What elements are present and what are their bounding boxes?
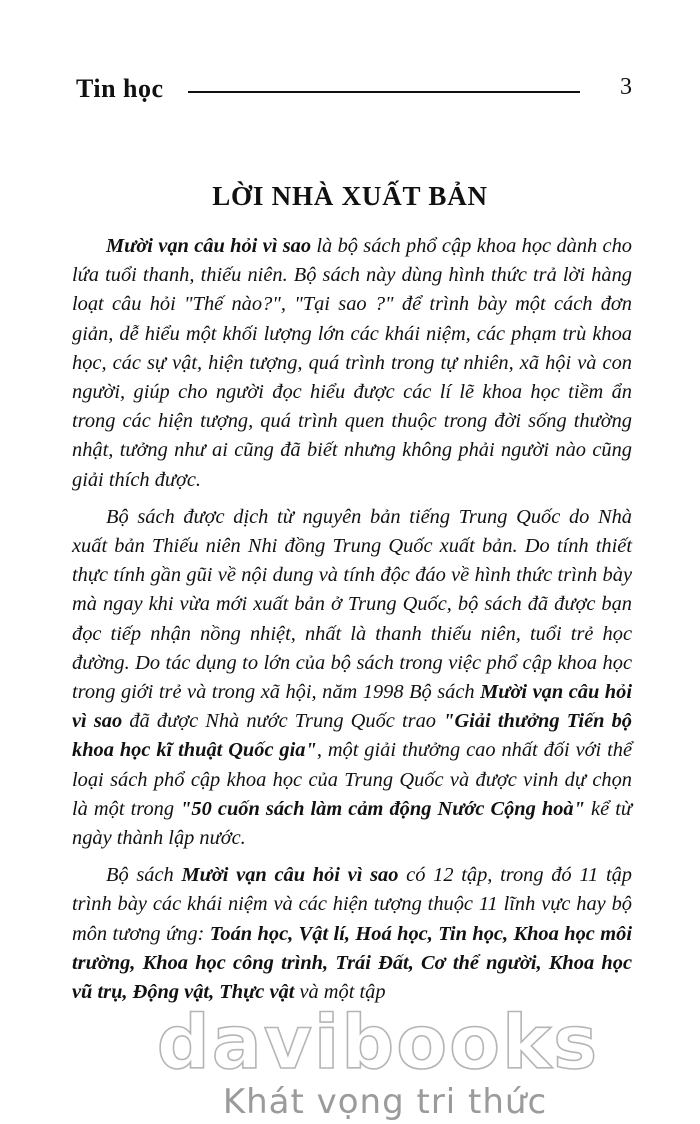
running-head [76,74,632,104]
text-run: và một tập [294,981,386,1004]
text-run: là bộ sách phổ cập khoa học dành cho lứa tuổi thanh, thiếu niên. Bộ sách này dùng hình thức trả lời hàng loạt câu hỏi "Thế nào?", "Tại sao ?" để trình bày một cách đơn giản, dễ hiểu một khối lượng lớn các khái niệm, các phạm trù khoa học, các sự vật, hiện tượng, quá trình trong tự nhiên, xã hội và con người, giúp cho người đọc hiểu được các lí lẽ khoa học tiềm ẩn trong các hiện tượng, quá trình quen thuộc trong đời sống thường nhật, tưởng như ai cũng đã biết nhưng không phải người nào cũng giải thích được. [72,235,632,491]
text-run: kể từ ngày thành lập nước. [72,797,632,850]
text-run: Bộ sách được dịch từ nguyên bản tiếng Trung Quốc do Nhà xuất bản Thiếu niên Nhi đồng Trung Quốc xuất bản. Do tính thiết thực tính gần gũi về nội dung và tính độc đáo về hình thức trình bày mà ngay khi vừa mới xuất bản ở Trung Quốc, bộ sách đã được bạn đọc tiếp nhận nồng nhiệt, nhất là thanh thiếu niên, tuổi trẻ học đường. Do tác dụng to lớn của bộ sách trong việc phổ cập khoa học trong giới trẻ và trong xã hội, năm 1998 Bộ sách [72,505,632,704]
text-run: , một giải thưởng cao nhất đối với thể loại sách phổ cập khoa học của Trung Quốc và được vinh dự chọn là một trong [72,739,632,820]
paragraph [72,503,632,853]
section-title: Tin học [76,74,164,103]
watermark [0,1000,700,1122]
bold-run: Toán học, Vật lí, Hoá học, Tin học, Khoa học môi trường, Khoa học công trình, Trái Đất, Cơ thể người, Khoa học vũ trụ, Động vật, Thực vật [72,922,632,1004]
header-rule [188,91,580,93]
bold-run: Mười vạn câu hỏi vì sao [106,235,312,257]
body-text [72,232,632,1015]
text-run: đã được Nhà nước Trung Quốc trao [122,710,444,733]
watermark-brand: davibooks [156,1000,600,1086]
bold-run: Mười vạn câu hỏi vì sao [181,864,399,887]
paragraph [72,232,632,495]
text-run: Bộ sách [106,864,182,887]
bold-run: Mười vạn câu hỏi vì sao [72,681,633,733]
bold-run: "Giải thưởng Tiến bộ khoa học kĩ thuật Quốc gia" [72,710,632,762]
page-number: 3 [620,74,632,100]
chapter-title: LỜI NHÀ XUẤT BẢN [212,181,488,211]
text-run: có 12 tập, trong đó 11 tập trình bày các khái niệm và các hiện tượng thuộc 11 lĩnh vực hay bộ môn tương ứng: [72,864,632,945]
watermark-tagline: Khát vọng tri thức [222,1082,548,1122]
bold-run: "50 cuốn sách làm cảm động Nước Cộng hoà" [180,797,585,820]
paragraph [72,861,632,1007]
